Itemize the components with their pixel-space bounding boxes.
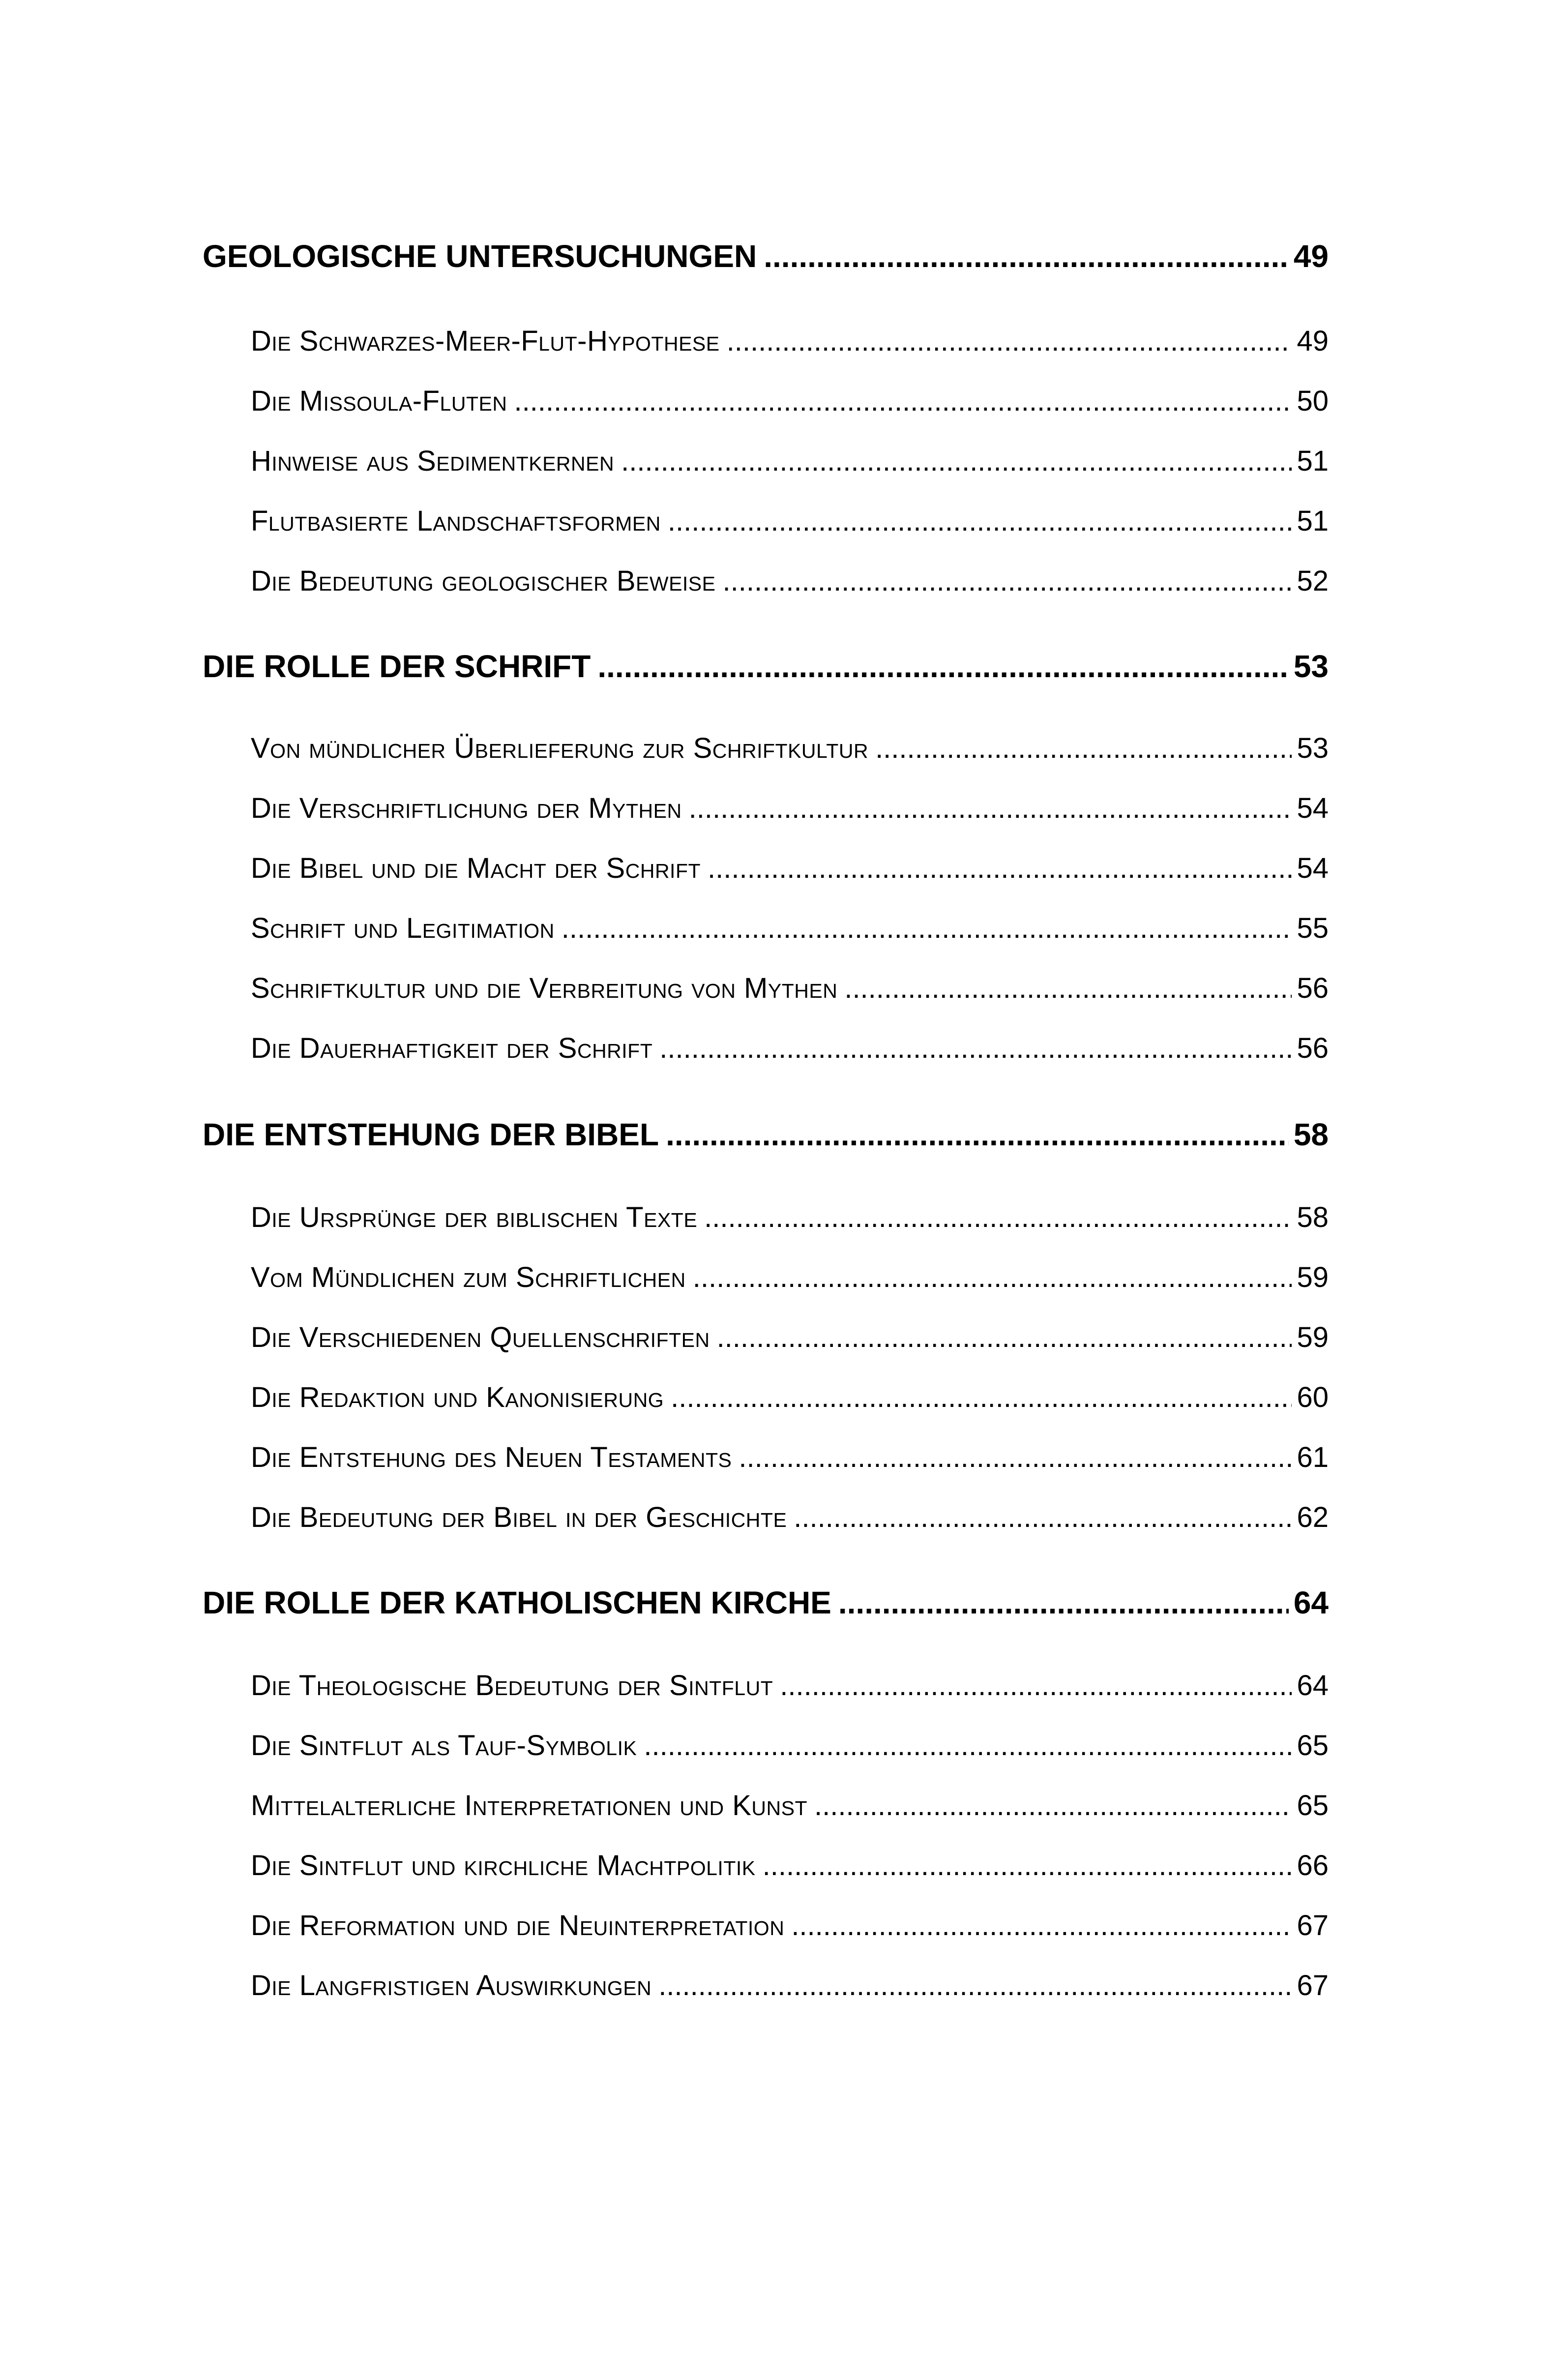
section-page-number: 54 — [1297, 792, 1329, 824]
section-page-number: 59 — [1297, 1321, 1329, 1353]
dot-leader — [763, 1849, 1292, 1882]
section-title: Die Bedeutung der Bibel in der Geschichte — [251, 1501, 787, 1533]
chapter-title: DIE ENTSTEHUNG DER BIBEL — [203, 1117, 659, 1152]
toc-section[interactable] — [251, 1032, 1329, 1065]
dot-leader — [794, 1501, 1292, 1534]
section-title: Die Redaktion und Kanonisierung — [251, 1381, 664, 1413]
toc-section[interactable] — [251, 1849, 1329, 1882]
toc-section[interactable] — [251, 1381, 1329, 1414]
dot-leader — [739, 1441, 1292, 1474]
dot-leader — [717, 1321, 1292, 1354]
dot-leader — [875, 732, 1292, 765]
toc-section[interactable] — [251, 972, 1329, 1005]
toc-section[interactable] — [251, 1909, 1329, 1942]
section-title: Von mündlicher Überlieferung zur Schriftkultur — [251, 732, 869, 764]
section-page-number: 56 — [1297, 1032, 1329, 1064]
section-title: Die Bedeutung geologischer Beweise — [251, 565, 716, 597]
dot-leader — [814, 1789, 1292, 1822]
dot-leader — [791, 1909, 1292, 1942]
section-page-number: 62 — [1297, 1501, 1329, 1533]
section-page-number: 52 — [1297, 565, 1329, 597]
section-title: Vom Mündlichen zum Schriftlichen — [251, 1261, 686, 1293]
section-page-number: 53 — [1297, 732, 1329, 764]
toc-section[interactable] — [251, 445, 1329, 478]
section-title: Die Schwarzes-Meer-Flut-Hypothese — [251, 325, 720, 357]
section-page-number: 50 — [1297, 385, 1329, 417]
chapter-page-number: 58 — [1293, 1117, 1329, 1152]
section-title: Die Sintflut als Tauf-Symbolik — [251, 1730, 637, 1761]
toc-section[interactable] — [251, 1669, 1329, 1702]
section-page-number: 59 — [1297, 1261, 1329, 1293]
toc-section[interactable] — [251, 505, 1329, 537]
dot-leader — [838, 1584, 1289, 1621]
dot-leader — [780, 1669, 1292, 1702]
section-title: Flutbasierte Landschaftsformen — [251, 505, 661, 537]
toc-section[interactable] — [251, 325, 1329, 358]
dot-leader — [658, 1969, 1292, 2002]
chapter-title: DIE ROLLE DER KATHOLISCHEN KIRCHE — [203, 1585, 831, 1620]
dot-leader — [659, 1032, 1292, 1065]
dot-leader — [514, 385, 1292, 418]
section-title: Schrift und Legitimation — [251, 912, 555, 944]
toc-section[interactable] — [251, 792, 1329, 825]
section-page-number: 51 — [1297, 445, 1329, 477]
section-page-number: 65 — [1297, 1790, 1329, 1821]
section-page-number: 51 — [1297, 505, 1329, 537]
section-title: Schriftkultur und die Verbreitung von Mythen — [251, 972, 838, 1004]
chapter-page-number: 64 — [1293, 1585, 1329, 1620]
section-title: Die Ursprünge der biblischen Texte — [251, 1201, 698, 1233]
dot-leader — [621, 445, 1292, 478]
toc-section[interactable] — [251, 1201, 1329, 1234]
section-page-number: 64 — [1297, 1670, 1329, 1701]
section-page-number: 65 — [1297, 1730, 1329, 1761]
section-title: Die Dauerhaftigkeit der Schrift — [251, 1032, 653, 1064]
dot-leader — [764, 238, 1289, 274]
section-page-number: 49 — [1297, 325, 1329, 357]
toc-section[interactable] — [251, 1501, 1329, 1534]
toc-section[interactable] — [251, 1441, 1329, 1474]
section-title: Hinweise aus Sedimentkernen — [251, 445, 615, 477]
toc-section[interactable] — [251, 385, 1329, 418]
section-title: Mittelalterliche Interpretationen und Kunst — [251, 1790, 807, 1821]
dot-leader — [727, 325, 1292, 358]
chapter-title: DIE ROLLE DER SCHRIFT — [203, 649, 591, 684]
section-page-number: 56 — [1297, 972, 1329, 1004]
section-title: Die Reformation und die Neuinterpretation — [251, 1910, 785, 1941]
section-page-number: 67 — [1297, 1910, 1329, 1941]
section-page-number: 55 — [1297, 912, 1329, 944]
toc-section[interactable] — [251, 732, 1329, 765]
section-page-number: 58 — [1297, 1201, 1329, 1233]
toc-section[interactable] — [251, 1969, 1329, 2002]
section-title: Die Theologische Bedeutung der Sintflut — [251, 1670, 773, 1701]
chapter-page-number: 53 — [1293, 649, 1329, 684]
section-page-number: 66 — [1297, 1850, 1329, 1881]
dot-leader — [666, 1116, 1289, 1153]
dot-leader — [671, 1381, 1292, 1414]
section-title: Die Langfristigen Auswirkungen — [251, 1970, 652, 2001]
section-title: Die Verschiedenen Quellenschriften — [251, 1321, 710, 1353]
toc-section[interactable] — [251, 1729, 1329, 1762]
chapter-page-number: 49 — [1293, 239, 1329, 274]
section-page-number: 54 — [1297, 852, 1329, 884]
dot-leader — [562, 912, 1292, 945]
toc-section[interactable] — [251, 1789, 1329, 1822]
dot-leader — [597, 648, 1288, 685]
toc-section[interactable] — [251, 565, 1329, 597]
dot-leader — [689, 792, 1292, 825]
section-page-number: 67 — [1297, 1970, 1329, 2001]
toc-chapter[interactable] — [203, 238, 1329, 274]
section-title: Die Missoula-Fluten — [251, 385, 507, 417]
dot-leader — [644, 1729, 1292, 1762]
dot-leader — [844, 972, 1292, 1005]
section-page-number: 61 — [1297, 1441, 1329, 1473]
toc-chapter[interactable] — [203, 1584, 1329, 1621]
section-page-number: 60 — [1297, 1381, 1329, 1413]
toc-section[interactable] — [251, 1321, 1329, 1354]
dot-leader — [708, 852, 1292, 885]
toc-section[interactable] — [251, 852, 1329, 885]
dot-leader — [668, 505, 1292, 537]
toc-chapter[interactable] — [203, 1116, 1329, 1153]
toc-section[interactable] — [251, 912, 1329, 945]
dot-leader — [693, 1261, 1292, 1294]
section-title: Die Entstehung des Neuen Testaments — [251, 1441, 732, 1473]
section-title: Die Sintflut und kirchliche Machtpolitik — [251, 1850, 756, 1881]
toc-chapter[interactable] — [203, 648, 1329, 685]
chapter-title: GEOLOGISCHE UNTERSUCHUNGEN — [203, 239, 757, 274]
table-of-contents — [203, 0, 1329, 2358]
dot-leader — [704, 1201, 1292, 1234]
dot-leader — [723, 565, 1292, 597]
section-title: Die Verschriftlichung der Mythen — [251, 792, 682, 824]
section-title: Die Bibel und die Macht der Schrift — [251, 852, 701, 884]
toc-section[interactable] — [251, 1261, 1329, 1294]
